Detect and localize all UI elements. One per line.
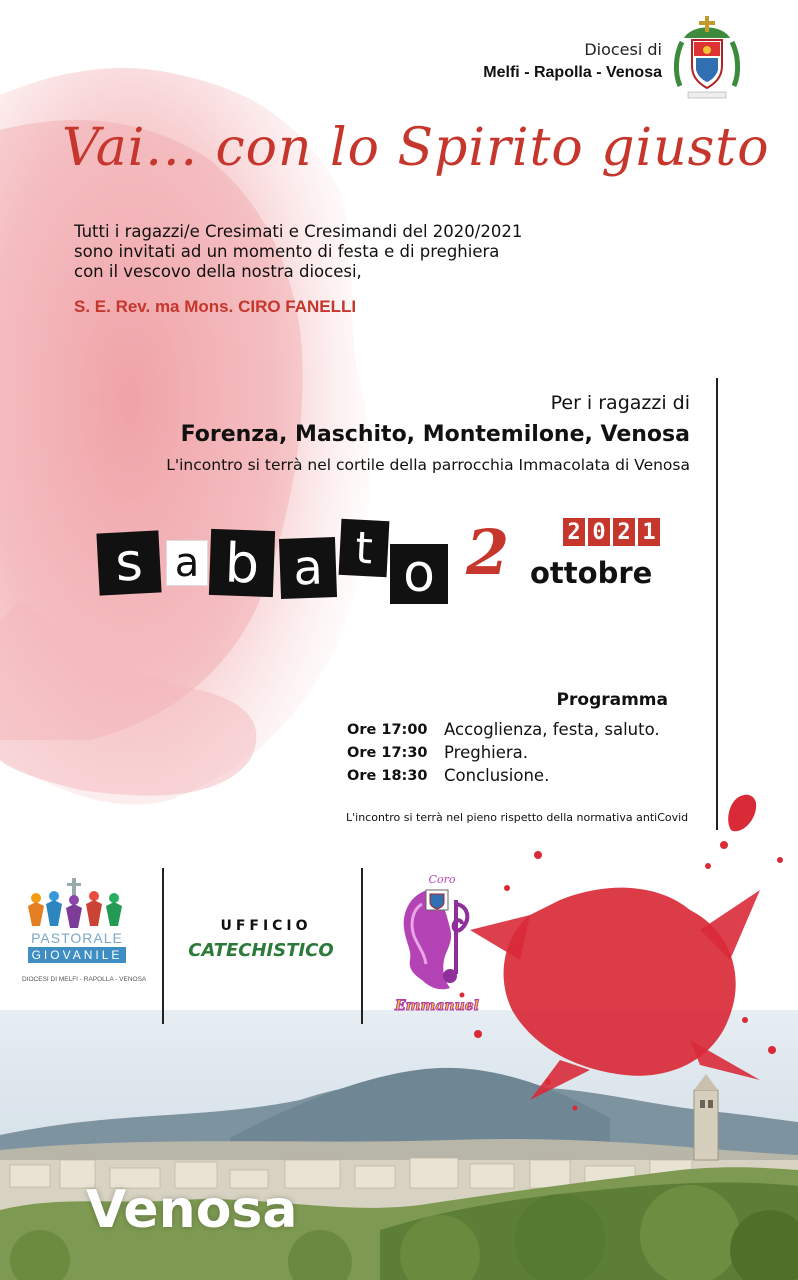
- logo-divider: [361, 868, 363, 1024]
- program-activity: Conclusione.: [444, 766, 550, 785]
- day-letter-tile: o: [390, 544, 448, 604]
- day-letter-tile: a: [166, 540, 208, 586]
- pastorale-label: PASTORALE: [31, 930, 123, 946]
- covid-note: L'incontro si terrà nel pieno rispetto della normativa antiCovid: [346, 811, 689, 824]
- invitation-line: sono invitati ad un momento di festa e di preghiera: [74, 242, 500, 261]
- diocese-name: Melfi - Rapolla - Venosa: [483, 64, 662, 81]
- audience-label: Per i ragazzi di: [550, 392, 690, 414]
- program-item: [347, 766, 549, 785]
- town-name: Venosa: [86, 1180, 298, 1240]
- program-item: [347, 720, 660, 739]
- year: [563, 518, 660, 546]
- ufficio-label: UFFICIO: [220, 918, 312, 934]
- venue-text: L'incontro si terrà nel cortile della parrocchia Immacolata di Venosa: [166, 456, 690, 474]
- year-digit: 2: [563, 518, 585, 546]
- bishop-name: S. E. Rev. ma Mons. CIRO FANELLI: [74, 297, 357, 316]
- day-letter-tile: a: [279, 537, 337, 599]
- day-letter-tile: b: [209, 529, 275, 597]
- giovanile-label: GIOVANILE: [28, 947, 126, 963]
- invitation-text: [74, 222, 574, 282]
- pastorale-diocese-label: DIOCESI DI MELFI - RAPOLLA - VENOSA: [22, 976, 147, 983]
- logo-divider: [162, 868, 164, 1024]
- pastorale-giovanile-logo-icon: [24, 876, 130, 930]
- invitation-line: con il vescovo della nostra diocesi,: [74, 262, 362, 281]
- day-letter-tile: t: [339, 519, 390, 577]
- day-number: 2: [466, 516, 510, 589]
- year-digit: 1: [638, 518, 660, 546]
- month: ottobre: [530, 556, 653, 590]
- coro-label: Coro: [428, 873, 456, 886]
- program-time: Ore 18:30: [347, 768, 428, 784]
- program-title: Programma: [556, 690, 668, 710]
- program-activity: Preghiera.: [444, 743, 529, 762]
- towns-list: Forenza, Maschito, Montemilone, Venosa: [180, 422, 690, 447]
- year-digit: 0: [588, 518, 610, 546]
- program-item: [347, 743, 528, 762]
- day-letter-tile: s: [96, 530, 161, 595]
- year-digit: 2: [613, 518, 635, 546]
- program-time: Ore 17:30: [347, 745, 428, 761]
- divider-vertical: [716, 378, 718, 830]
- emmanuel-label: Emmanuel: [395, 998, 479, 1014]
- catechistico-label: CATECHISTICO: [188, 940, 334, 961]
- bishop-coat-of-arms-icon: [672, 14, 742, 102]
- program-time: Ore 17:00: [347, 722, 428, 738]
- coro-emmanuel-logo-icon: [398, 884, 478, 1000]
- program-activity: Accoglienza, festa, saluto.: [444, 720, 660, 739]
- invitation-line: Tutti i ragazzi/e Cresimati e Cresimandi del 2020/2021: [74, 222, 523, 241]
- page-title: Vai... con lo Spirito giusto: [62, 118, 770, 178]
- diocese-label: Diocesi di: [584, 40, 662, 59]
